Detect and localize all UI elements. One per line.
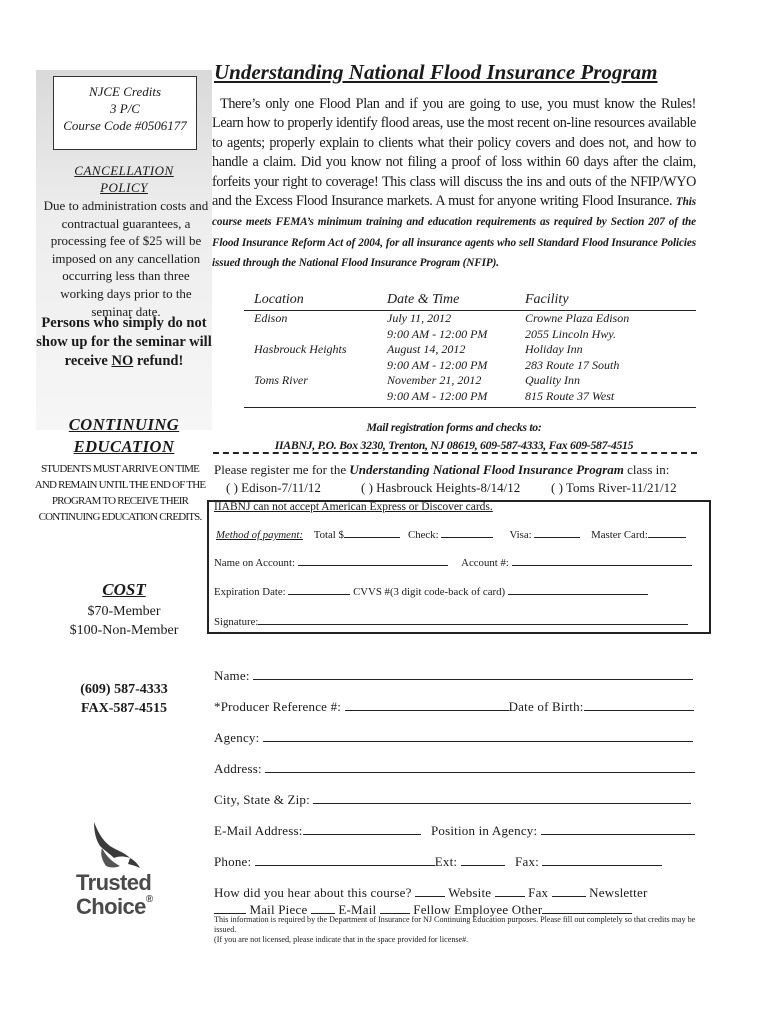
producer-reference-field[interactable]: [345, 698, 509, 711]
date-of-birth-field[interactable]: [584, 698, 694, 711]
check-field[interactable]: [441, 525, 493, 538]
account-number-field[interactable]: [512, 553, 692, 566]
course-code: Course Code #0506177: [63, 118, 187, 133]
row-address: 283 Route 17 South: [525, 357, 620, 372]
website-check[interactable]: [415, 884, 445, 897]
row-time: 9:00 AM - 12:00 PM: [387, 357, 488, 372]
name-field[interactable]: [253, 667, 693, 680]
mail-line-1: Mail registration forms and checks to:: [366, 420, 542, 434]
agency-field[interactable]: [263, 729, 693, 742]
sidebar: [36, 70, 212, 1020]
payment-method-label: Method of payment:: [216, 529, 303, 541]
credits-line: 3 P/C: [110, 101, 140, 116]
address-field[interactable]: [265, 760, 695, 773]
cost-member: $70-Member: [87, 604, 161, 619]
no-show-warning: Persons who simply do not show up for the seminar will receive NO refund!: [36, 315, 212, 369]
row-location: Hasbrouck Heights: [254, 342, 347, 356]
table-row: [244, 311, 696, 342]
expiration-field[interactable]: [288, 582, 350, 595]
logo-word-choice: Choice®: [76, 894, 153, 919]
cvvs-field[interactable]: [508, 582, 648, 595]
page-title: Understanding National Flood Insurance Program: [214, 60, 658, 84]
contact-numbers: [36, 680, 212, 718]
footnote-line-2: (If you are not licensed, please indicate that in the space provided for license#.: [214, 935, 469, 944]
phone-field[interactable]: [255, 853, 435, 866]
other-field[interactable]: [542, 901, 632, 914]
position-field[interactable]: [541, 822, 695, 835]
email-row: E-Mail Address: Position in Agency:: [214, 822, 695, 839]
table-row: [244, 342, 696, 373]
row-facility: Holiday Inn: [525, 342, 583, 356]
row-time: 9:00 AM - 12:00 PM: [387, 388, 488, 403]
footnote-line-1: This information is required by the Department of Insurance for NJ Continuing Education purposes. Please fill out completely so that credits may be issued.: [214, 915, 696, 934]
schedule-table: [244, 292, 696, 408]
credits-box: [53, 76, 197, 150]
row-facility: Crowne Plaza Edison: [525, 311, 630, 325]
trusted-choice-logo: [66, 818, 182, 930]
name-row: Name:: [214, 667, 693, 684]
credits-line: NJCE Credits: [88, 84, 162, 99]
address-row: Address:: [214, 760, 695, 777]
name-on-account-field[interactable]: [298, 553, 448, 566]
mail-piece-check[interactable]: [214, 901, 246, 914]
continuing-education-title: CONTINUING EDUCATION: [68, 415, 180, 456]
row-address: 2055 Lincoln Hwy.: [525, 326, 617, 341]
row-facility: Quality Inn: [525, 373, 580, 387]
option-hasbrouck[interactable]: ( ) Hasbrouck Heights-8/14/12: [361, 480, 521, 495]
fellow-employee-check[interactable]: [380, 901, 410, 914]
row-date: November 21, 2012: [387, 373, 482, 387]
payment-method-row: Method of payment: Total $ Check: Visa: Master Card:: [216, 525, 686, 541]
ext-field[interactable]: [461, 853, 505, 866]
row-time: 9:00 AM - 12:00 PM: [387, 326, 488, 341]
cancellation-title: CANCELLATION POLICY: [74, 163, 174, 195]
signature-field[interactable]: [258, 612, 688, 625]
mastercard-field[interactable]: [648, 525, 686, 538]
newsletter-check[interactable]: [552, 884, 586, 897]
cost-title: COST: [102, 580, 146, 599]
footnote: [214, 915, 704, 945]
table-row: [244, 373, 696, 408]
option-edison[interactable]: ( ) Edison-7/11/12: [226, 480, 321, 495]
option-toms-river[interactable]: ( ) Toms River-11/21/12: [551, 480, 677, 495]
account-row: Name on Account: Account #:: [214, 553, 692, 569]
total-field[interactable]: [344, 525, 400, 538]
mail-instructions: [212, 418, 696, 454]
city-row: City, State & Zip:: [214, 791, 691, 808]
row-address: 815 Route 37 West: [525, 388, 615, 403]
hear-row: How did you hear about this course? Website Fax Newsletter: [214, 885, 648, 900]
row-date: July 11, 2012: [387, 311, 452, 325]
producer-row: *Producer Reference #: Date of Birth:: [214, 698, 694, 715]
eagle-icon: [72, 818, 152, 878]
row-location: Edison: [254, 311, 288, 325]
cancellation-text: Due to administration costs and contractual guarantees, a processing fee of $25 will be imposed on any cancellation occurring less than three working days prior to the seminar date.: [43, 198, 209, 319]
hear-row-2: Mail Piece E-Mail Fellow Employee Other: [214, 901, 632, 918]
cut-line: [213, 452, 697, 454]
no-word: NO: [111, 353, 134, 369]
course-name: Understanding National Flood Insurance Program: [349, 462, 624, 477]
logo-word-trusted: Trusted: [76, 870, 152, 895]
cost-nonmember: $100-Non-Member: [69, 623, 179, 638]
mail-address: IIABNJ, P.O. Box 3230, Trenton, NJ 08619, 609-587-4333, Fax 609-587-4515: [274, 438, 634, 452]
expiration-row: Expiration Date: CVVS #(3 digit code-back of card): [214, 582, 648, 598]
payment-box: [207, 500, 711, 634]
fax-field[interactable]: [542, 853, 662, 866]
intro-text: There’s only one Flood Plan and if you are going to use, you must know the Rules! Learn how to properly identify flood areas, use the most recent on-line resources available to agents; properly explain to clients what their policy covers and does not, and how to handle a claim. Did you know not filing a proof of loss within 60 days after the claim, forfeits your right to coverage! This class will discuss the ins and outs of the NFIP/WYO and the Excess Flood Insurance markets. A must for anyone writing Flood Insurance.: [212, 96, 696, 210]
row-date: August 14, 2012: [387, 342, 466, 356]
header-date-time: Date & Time: [387, 292, 460, 307]
phone-row: Phone: Ext: Fax:: [214, 853, 662, 870]
phone-number: (609) 587-4333: [80, 682, 168, 697]
course-description: [212, 95, 696, 274]
registered-mark: ®: [145, 894, 153, 905]
row-location: Toms River: [254, 373, 308, 387]
fax-check[interactable]: [495, 884, 525, 897]
cost-list: [36, 602, 212, 640]
schedule-header: [244, 292, 696, 311]
fax-number: FAX-587-4515: [80, 701, 168, 716]
visa-field[interactable]: [534, 525, 580, 538]
signature-row: Signature:: [214, 612, 688, 628]
register-statement: Please register me for the Understanding National Flood Insurance Program class in:: [214, 462, 670, 477]
email-field[interactable]: [303, 822, 421, 835]
continuing-education-text: STUDENTS MUST ARRIVE ON TIME AND REMAIN UNTIL THE END OF THE PROGRAM TO RECEIVE THEIR CONTINUING EDUCATION CREDITS.: [34, 463, 206, 523]
fema-note: This course meets FEMA’s minimum training and education requirements as required by Section 207 of the Flood Insurance Reform Act of 2004, for all insurance agents who sell Standard Flood Insurance Policies issued through the National Flood Insurance Program (NFIP).: [212, 196, 696, 270]
agency-row: Agency:: [214, 729, 693, 746]
header-facility: Facility: [525, 292, 569, 307]
header-location: Location: [254, 292, 304, 307]
email-check[interactable]: [311, 901, 335, 914]
city-state-zip-field[interactable]: [313, 791, 691, 804]
card-restriction-note: IIABNJ can not accept American Express or Discover cards.: [214, 501, 493, 513]
